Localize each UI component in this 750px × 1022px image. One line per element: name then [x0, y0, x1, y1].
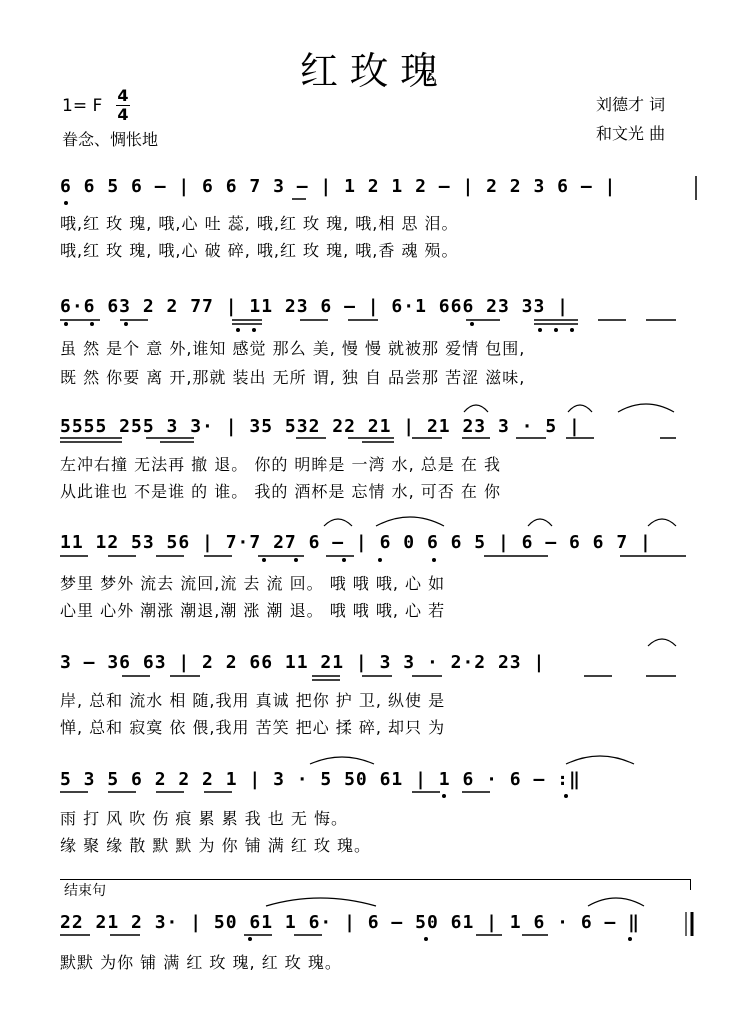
mood-marking: 眷念、惆怅地: [62, 130, 159, 149]
lyric-line-3b: 从此谁也 不是谁 的 谁。 我的 酒杯是 忘情 水, 可否 在 你: [60, 482, 501, 501]
lyric-line-7: 默默 为你 铺 满 红 玫 瑰, 红 玫 瑰。: [60, 953, 342, 972]
notation-line-7: 22 21 2 3· | 50 61 1 6· | 6 – 50 61 | 1 6 · 6 – ‖: [60, 912, 641, 933]
time-denominator: 4: [117, 105, 129, 124]
lyric-line-2a: 虽 然 是个 意 外,谁知 感觉 那么 美, 慢 慢 就被那 爱情 包围,: [60, 339, 526, 358]
lyric-line-1b: 哦,红 玫 瑰, 哦,心 破 碎, 哦,红 玫 瑰, 哦,香 魂 殒。: [60, 241, 459, 260]
song-title: 红玫瑰: [299, 49, 450, 93]
bar-lines: [686, 176, 696, 936]
notation-line-1: 6 6 5 6 – | 6 6 7 3 – | 1 2 1 2 – | 2 2 3 6 – |: [60, 176, 617, 197]
notation-line-3: 5555 255 3 3· | 35 532 22 21 | 21 23 3 · 5 |: [60, 416, 581, 437]
lyric-line-5a: 岸, 总和 流水 相 随,我用 真诚 把你 护 卫, 纵使 是: [60, 691, 446, 710]
slurs: [266, 404, 676, 906]
notation-line-6: 5 3 5 6 2 2 2 1 | 3 · 5 50 61 | 1 6 · 6 – :‖: [60, 769, 581, 790]
composer-credit: 和文光 曲: [596, 124, 666, 143]
lyric-line-6b: 缘 聚 缘 散 默 默 为 你 铺 满 红 玫 瑰。: [60, 836, 372, 855]
lyric-line-4b: 心里 心外 潮涨 潮退,潮 涨 潮 退。 哦 哦 哦, 心 若: [60, 601, 446, 620]
notation-line-5: 3 – 36 63 | 2 2 66 11 21 | 3 3 · 2·2 23 |: [60, 652, 546, 673]
lyric-line-4a: 梦里 梦外 流去 流回,流 去 流 回。 哦 哦 哦, 心 如: [60, 574, 446, 593]
notation-line-4: 11 12 53 56 | 7·7 27 6 – | 6 0 6 6 5 | 6 – 6 6 7 |: [60, 532, 652, 553]
octave-dots: [64, 201, 632, 941]
beam-underlines: [60, 199, 686, 935]
time-numerator: 4: [117, 86, 129, 105]
notation-line-2: 6·6 63 2 2 77 | 11 23 6 – | 6·1 666 23 33 |: [60, 296, 569, 317]
lyric-line-2b: 既 然 你要 离 开,那就 装出 无所 谓, 独 自 品尝那 苦涩 滋味,: [60, 368, 526, 387]
lyric-line-3a: 左冲右撞 无法再 撤 退。 你的 明眸是 一湾 水, 总是 在 我: [60, 455, 501, 474]
lyric-line-5b: 惮, 总和 寂寞 依 偎,我用 苦笑 把心 揉 碎, 却只 为: [60, 718, 446, 737]
lyric-line-1a: 哦,红 玫 瑰, 哦,心 吐 蕊, 哦,红 玫 瑰, 哦,相 思 泪。: [60, 214, 459, 233]
ending-label: 结束句: [64, 883, 106, 899]
lyricist-credit: 刘德才 词: [596, 95, 666, 114]
lyric-line-6a: 雨 打 风 吹 伤 痕 累 累 我 也 无 悔。: [60, 809, 348, 828]
key-signature: 1= F: [62, 96, 103, 116]
